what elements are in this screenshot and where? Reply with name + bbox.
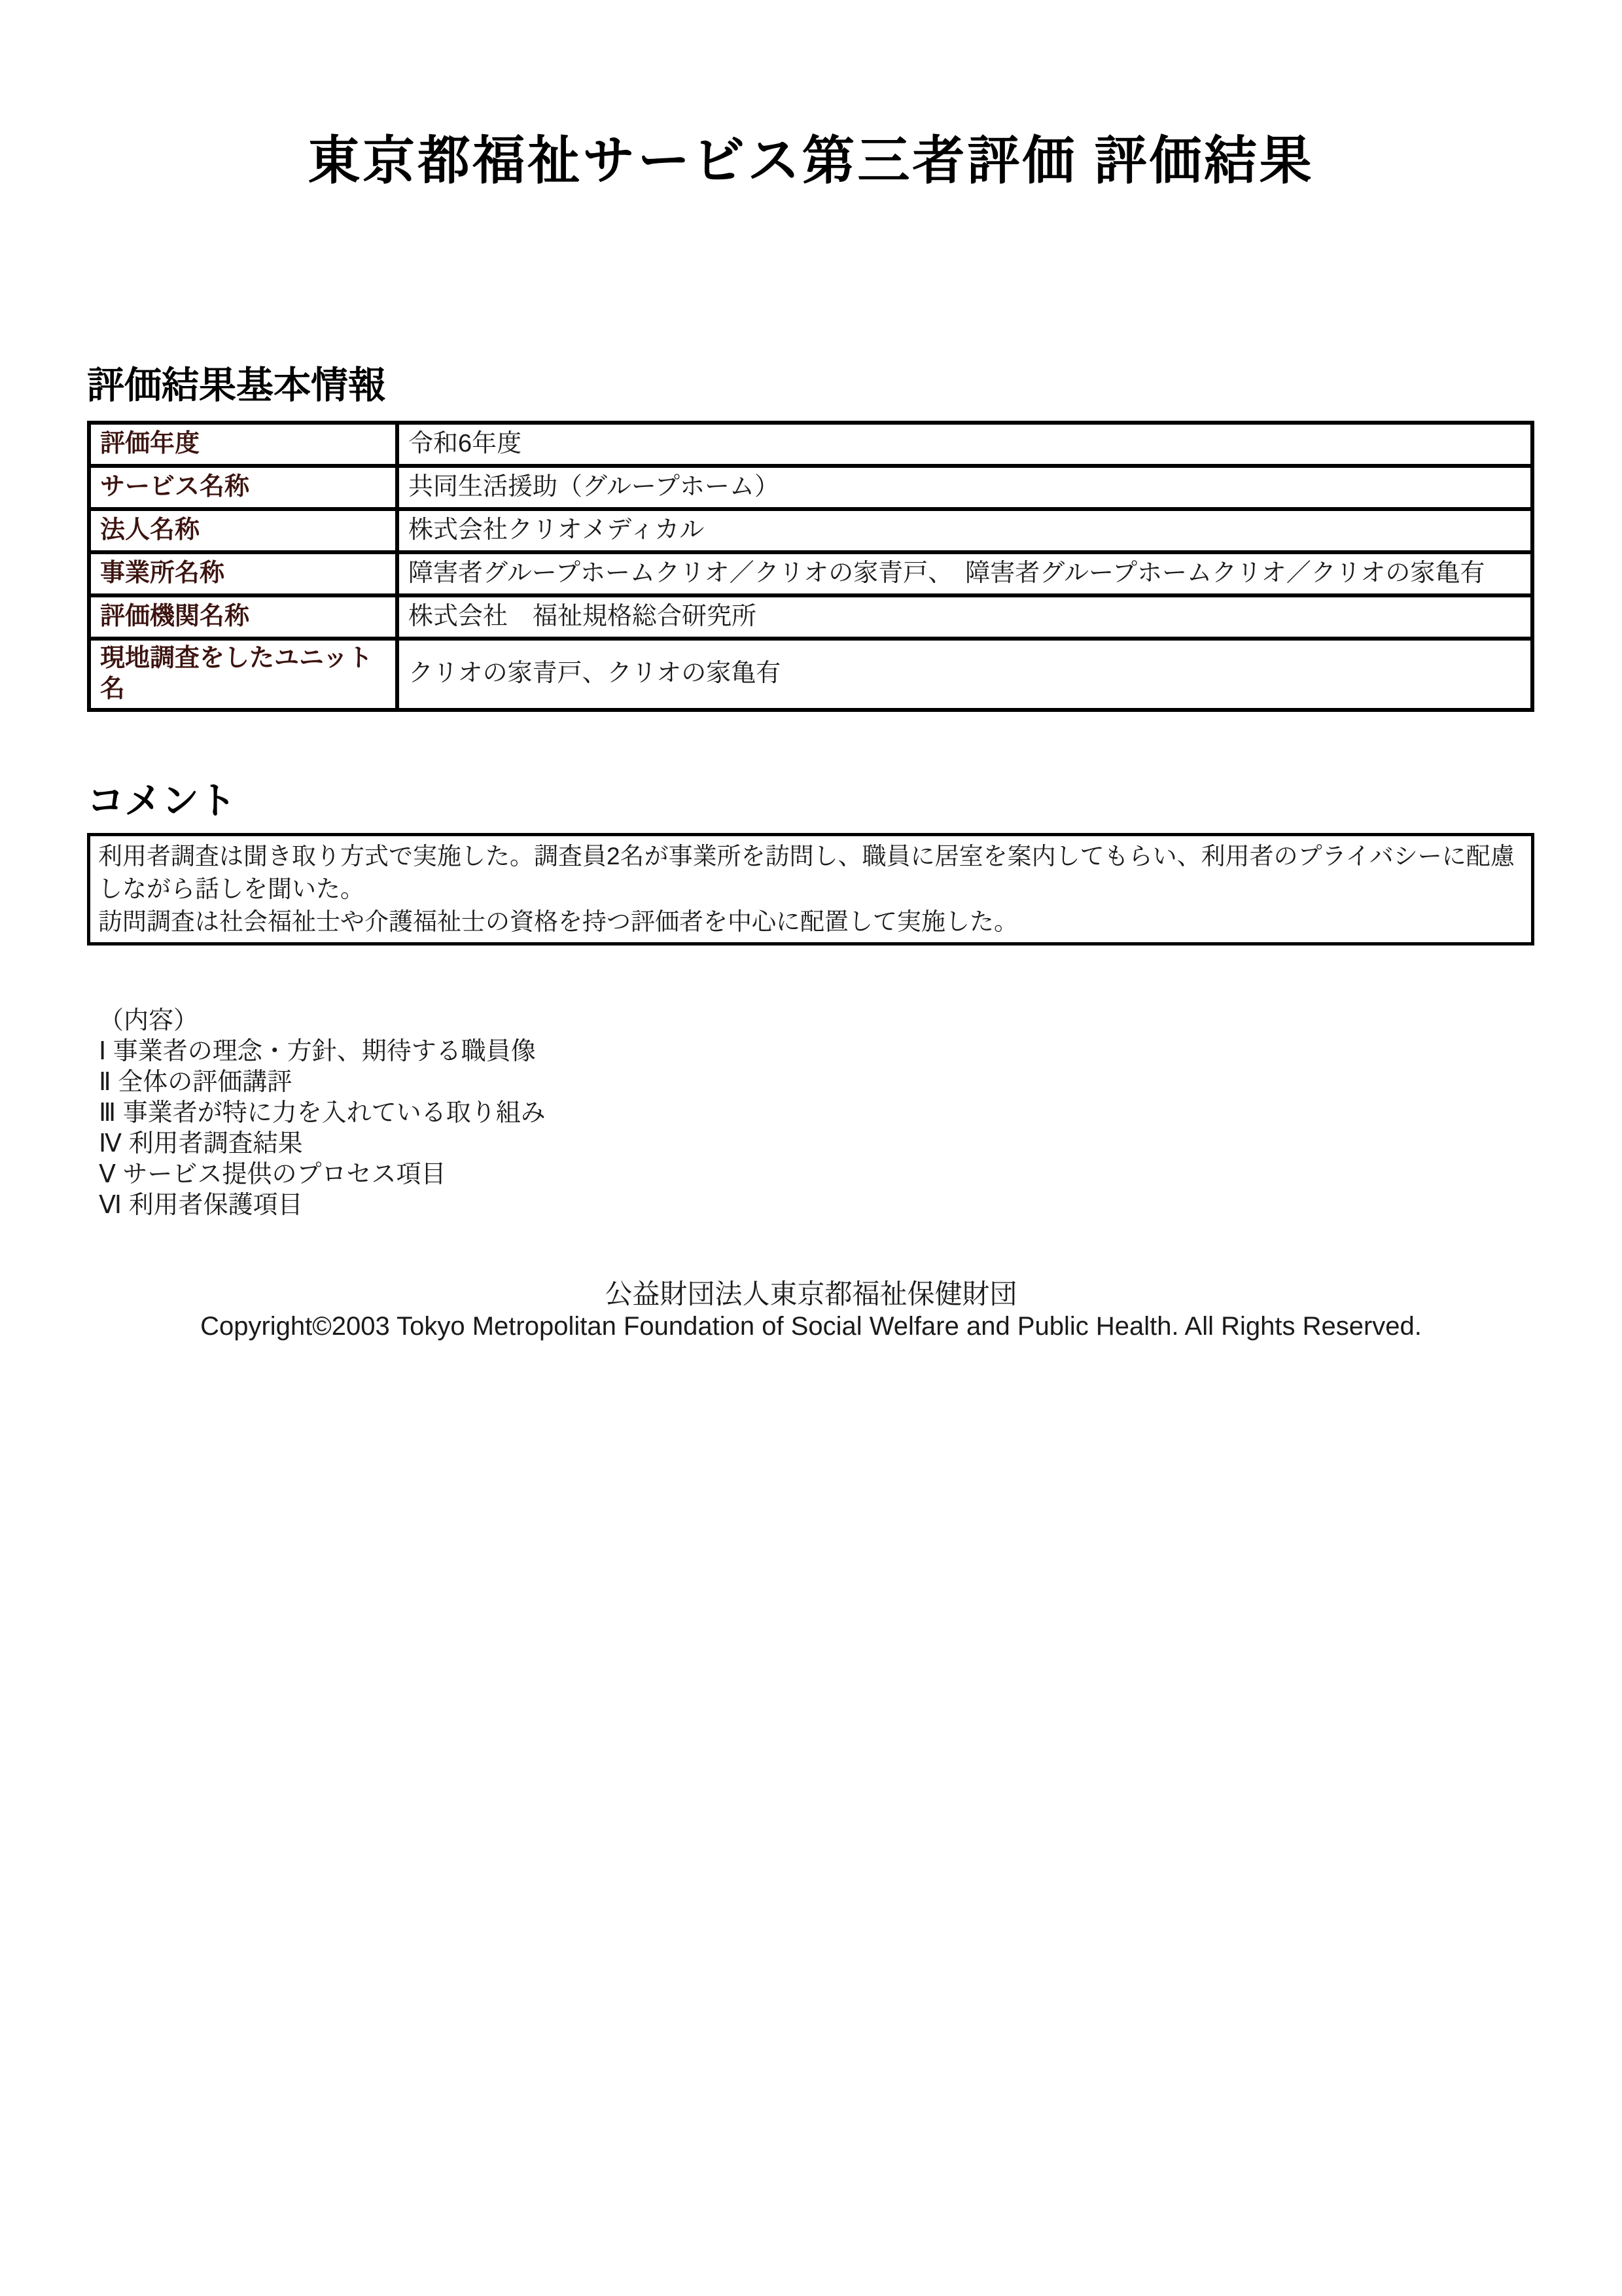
basic-info-table <box>87 421 1534 712</box>
row-label: サービス名称 <box>89 466 397 509</box>
contents-item: Ⅲ 事業者が特に力を入れている取り組み <box>99 1099 546 1127</box>
contents-item: Ⅱ 全体の評価講評 <box>99 1069 292 1097</box>
row-value: 株式会社クリオメディカル <box>397 509 1532 552</box>
contents-item: Ⅵ 利用者保護項目 <box>99 1192 303 1220</box>
row-label: 現地調査をしたユニット名 <box>89 639 397 710</box>
contents-item: Ⅴ サービス提供のプロセス項目 <box>99 1161 446 1189</box>
comment-heading: コメント <box>87 779 236 822</box>
row-value: 令和6年度 <box>397 423 1532 466</box>
footer-organization: 公益財団法人東京都福祉保健財団 <box>605 1279 1017 1310</box>
table-row <box>89 552 1532 595</box>
contents-label: （内容） <box>99 1007 199 1035</box>
page-footer <box>0 1279 1622 1343</box>
contents-block <box>87 1006 1534 1221</box>
comment-paragraph: 訪問調査は社会福祉士や介護福祉士の資格を持つ評価者を中心に配置して実施した。 <box>98 908 1018 936</box>
table-row <box>89 595 1532 639</box>
table-row <box>89 639 1532 710</box>
table-row <box>89 466 1532 509</box>
row-label: 評価年度 <box>89 423 397 466</box>
table-row <box>89 509 1532 552</box>
row-value: 障害者グループホームクリオ／クリオの家青戸、 障害者グループホームクリオ／クリオの家亀有 <box>397 552 1532 595</box>
row-value: クリオの家青戸、クリオの家亀有 <box>397 639 1532 710</box>
row-label: 事業所名称 <box>89 552 397 595</box>
row-value: 株式会社 福祉規格総合研究所 <box>397 595 1532 639</box>
contents-item: Ⅳ 利用者調査結果 <box>99 1130 303 1158</box>
comment-box <box>87 833 1534 945</box>
content-area <box>87 364 1534 1221</box>
page-title: 東京都福祉サービス第三者評価 評価結果 <box>308 132 1314 190</box>
table-row <box>89 423 1532 466</box>
basic-info-heading: 評価結果基本情報 <box>87 364 385 406</box>
row-label: 法人名称 <box>89 509 397 552</box>
comment-paragraph: 利用者調査は聞き取り方式で実施した。調査員2名が事業所を訪問し、職員に居室を案内してもらい、利用者のプライバシーに配慮しながら話しを聞いた。 <box>98 843 1515 903</box>
row-value: 共同生活援助（グループホーム） <box>397 466 1532 509</box>
contents-item: Ⅰ 事業者の理念・方針、期待する職員像 <box>99 1038 536 1066</box>
footer-copyright: Copyright©2003 Tokyo Metropolitan Foundation of Social Welfare and Public Health. All Rights Reserved. <box>200 1312 1422 1341</box>
row-label: 評価機関名称 <box>89 595 397 639</box>
